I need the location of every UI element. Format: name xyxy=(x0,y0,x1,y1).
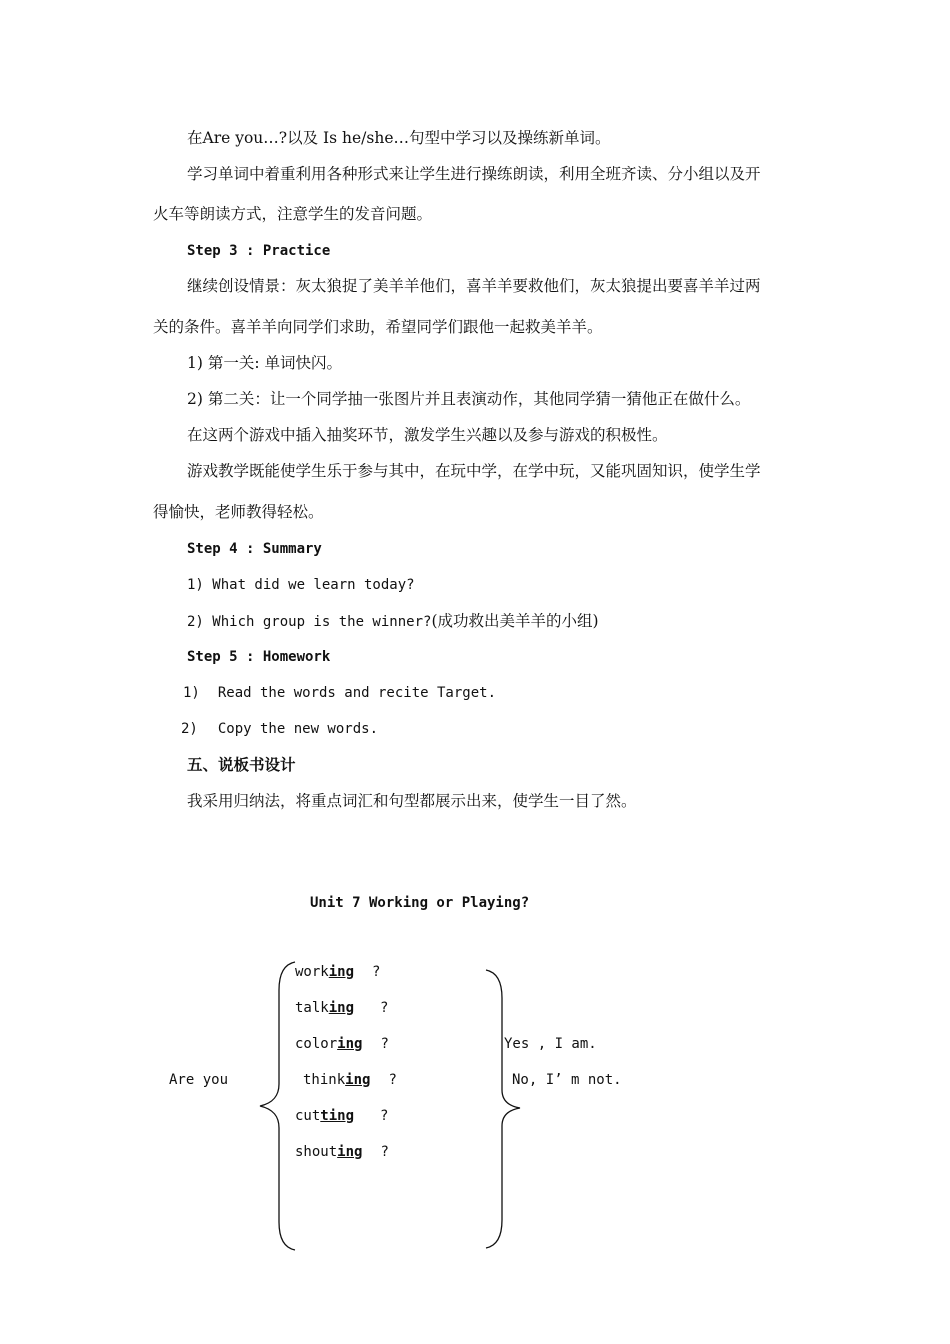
paragraph-word-practice-line1: 学习单词中着重利用各种形式来让学生进行操练朗读，利用全班齐读、分小组以及开 xyxy=(187,165,761,183)
summary-question-2 xyxy=(187,611,599,632)
homework-item-1-number: 1) xyxy=(183,685,200,701)
right-brace xyxy=(484,968,524,1250)
game-level-1: 1) 第一关: 单词快闪。 xyxy=(187,354,342,372)
word-stem: shout xyxy=(295,1144,338,1160)
word-stem: work xyxy=(295,964,329,980)
board-word-working xyxy=(295,962,380,982)
board-answer-no: No, I’ m not. xyxy=(512,1072,622,1088)
word-suffix: ing xyxy=(337,1144,363,1160)
board-word-shouting xyxy=(295,1142,389,1162)
board-word-cutting xyxy=(295,1106,388,1126)
paragraph-game-teaching-line1: 游戏教学既能使学生乐于参与其中，在玩中学，在学中玩，又能巩固知识，使学生学 xyxy=(187,462,761,480)
homework-item-2 xyxy=(181,719,378,739)
paragraph-scenario-line2: 关的条件。喜羊羊向同学们求助，希望同学们跟他一起救美羊羊。 xyxy=(153,318,603,336)
word-suffix: ing xyxy=(328,964,355,980)
word-stem: talk xyxy=(295,1000,329,1016)
step5-heading: Step 5 : Homework xyxy=(187,649,331,665)
game-level-2: 2) 第二关：让一个同学抽一张图片并且表演动作，其他同学猜一猜他正在做什么。 xyxy=(187,390,751,408)
word-stem: color xyxy=(295,1036,338,1052)
board-word-thinking xyxy=(303,1070,397,1090)
board-prefix: Are you xyxy=(169,1072,229,1088)
question-mark: ? xyxy=(372,964,381,980)
summary-question-1: 1) What did we learn today? xyxy=(187,577,415,593)
question-mark: ? xyxy=(380,1000,389,1016)
board-answer-yes: Yes , I am. xyxy=(504,1036,597,1052)
section-5-heading: 五、说板书设计 xyxy=(187,755,296,774)
homework-item-1 xyxy=(183,683,496,703)
homework-item-2-number: 2) xyxy=(181,721,198,737)
question-mark: ? xyxy=(380,1108,389,1124)
step4-heading: Step 4 : Summary xyxy=(187,541,322,557)
paragraph-sentence-patterns: 在Are you…?以及 Is he/she…句型中学习以及操练新单词。 xyxy=(187,129,611,147)
word-stem: cut xyxy=(295,1108,321,1124)
word-suffix: ing xyxy=(337,1036,363,1052)
word-suffix: ing xyxy=(345,1072,371,1088)
paragraph-game-teaching-line2: 得愉快，老师教得轻松。 xyxy=(153,503,324,521)
board-word-talking xyxy=(295,998,388,1018)
homework-item-2-text: Copy the new words. xyxy=(217,721,379,737)
summary-question-2-note: (成功救出美羊羊的小组) xyxy=(431,612,599,630)
word-suffix: ting xyxy=(320,1108,355,1124)
word-suffix: ing xyxy=(328,1000,355,1016)
paragraph-board-method: 我采用归纳法，将重点词汇和句型都展示出来，使学生一目了然。 xyxy=(187,792,637,810)
board-word-coloring xyxy=(295,1034,389,1054)
homework-item-1-text: Read the words and recite Target. xyxy=(217,685,497,701)
board-title: Unit 7 Working or Playing? xyxy=(310,895,530,911)
summary-question-2-text: 2) Which group is the winner? xyxy=(187,614,432,630)
question-mark: ? xyxy=(380,1036,389,1052)
paragraph-word-practice-line2: 火车等朗读方式，注意学生的发音问题。 xyxy=(153,205,433,223)
paragraph-lottery: 在这两个游戏中插入抽奖环节，激发学生兴趣以及参与游戏的积极性。 xyxy=(187,426,668,444)
word-stem: think xyxy=(303,1072,346,1088)
paragraph-scenario-line1: 继续创设情景：灰太狼捉了美羊羊他们，喜羊羊要救他们，灰太狼提出要喜羊羊过两 xyxy=(187,277,761,295)
step3-heading: Step 3 : Practice xyxy=(187,243,331,259)
question-mark: ? xyxy=(380,1144,389,1160)
question-mark: ? xyxy=(388,1072,397,1088)
left-brace xyxy=(257,960,297,1252)
